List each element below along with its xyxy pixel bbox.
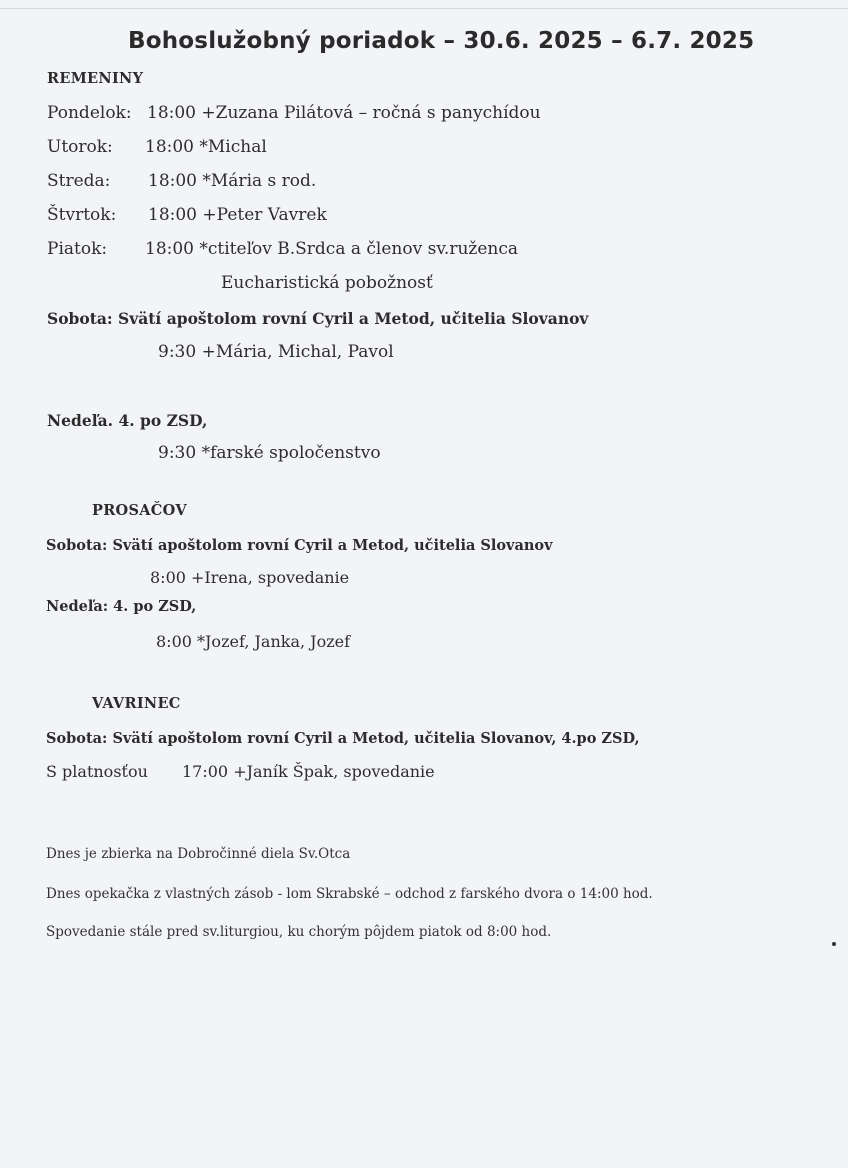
announcement-note: Spovedanie stále pred sv.liturgiou, ku chorým pôjdem piatok od 8:00 hod. — [46, 924, 552, 940]
schedule-entry: 18:00 *Michal — [145, 137, 267, 157]
schedule-day: Piatok: — [47, 239, 108, 259]
scan-edge-line — [0, 8, 848, 9]
schedule-day: Pondelok: — [47, 103, 132, 123]
schedule-entry: 18:00 *Mária s rod. — [148, 171, 317, 191]
scan-speck-icon — [832, 942, 836, 946]
sobota-feast-line: Sobota: Svätí apoštolom rovní Cyril a Metod, učitelia Slovanov — [46, 537, 553, 554]
schedule-entry: 8:00 *Jozef, Janka, Jozef — [156, 632, 351, 651]
schedule-day: Streda: — [47, 171, 111, 191]
section-heading-remeniny: REMENINY — [47, 70, 144, 87]
schedule-entry: 9:30 +Mária, Michal, Pavol — [158, 342, 394, 362]
nedela-line: Nedeľa: 4. po ZSD, — [46, 598, 197, 615]
announcement-note: Dnes je zbierka na Dobročinné diela Sv.Otca — [46, 846, 351, 862]
nedela-line: Nedeľa. 4. po ZSD, — [47, 411, 208, 430]
schedule-entry: 18:00 +Zuzana Pilátová – ročná s panychídou — [147, 103, 541, 123]
section-heading-vavrinec: VAVRINEC — [92, 695, 181, 712]
schedule-entry: 18:00 +Peter Vavrek — [148, 205, 327, 225]
schedule-entry-extra: Eucharistická pobožnosť — [221, 273, 433, 293]
sobota-feast-line: Sobota: Svätí apoštolom rovní Cyril a Metod, učitelia Slovanov — [47, 309, 589, 328]
platnost-label: S platnosťou — [46, 762, 148, 781]
schedule-entry: 18:00 *ctiteľov B.Srdca a členov sv.ruženca — [145, 239, 519, 259]
page-title: Bohoslužobný poriadok – 30.6. 2025 – 6.7. 2025 — [128, 28, 755, 54]
schedule-entry: 8:00 +Irena, spovedanie — [150, 568, 350, 587]
schedule-entry: 17:00 +Janík Špak, spovedanie — [182, 762, 435, 781]
section-heading-prosacov: PROSAČOV — [92, 502, 187, 519]
schedule-day: Štvrtok: — [47, 205, 117, 225]
schedule-day: Utorok: — [47, 137, 113, 157]
schedule-entry: 9:30 *farské spoločenstvo — [158, 443, 381, 463]
sobota-feast-line: Sobota: Svätí apoštolom rovní Cyril a Metod, učitelia Slovanov, 4.po ZSD, — [46, 730, 640, 747]
announcement-note: Dnes opekačka z vlastných zásob - lom Skrabské – odchod z farského dvora o 14:00 hod. — [46, 886, 653, 902]
